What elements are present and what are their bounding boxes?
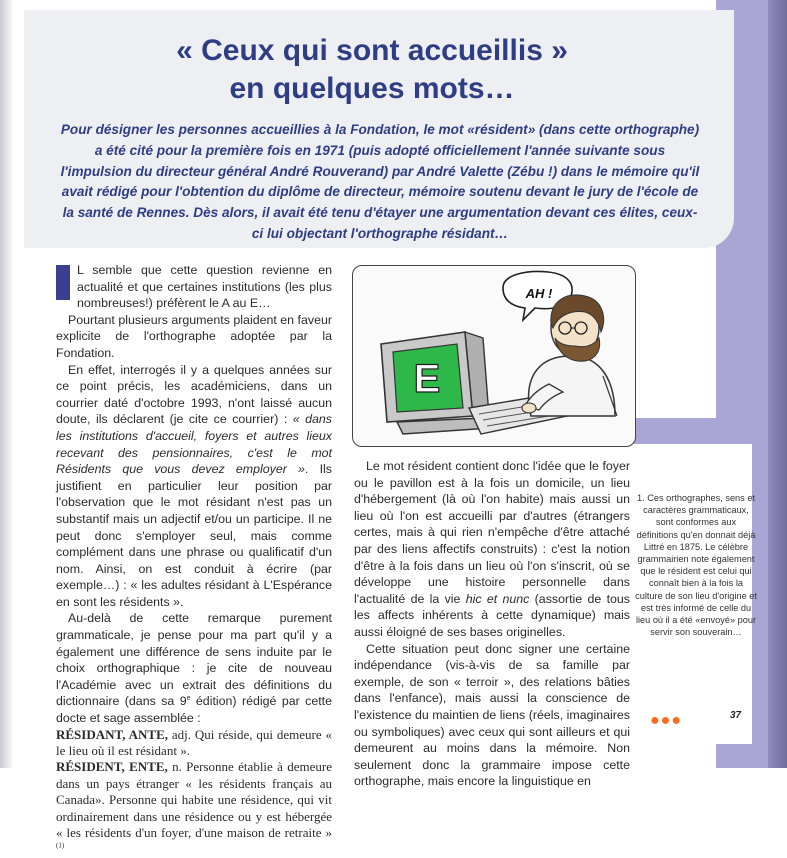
bubble-text: AH !	[525, 286, 553, 301]
paragraph-4	[56, 610, 332, 726]
article-title	[24, 32, 720, 108]
bearded-man	[522, 295, 617, 416]
paragraph-2: Pourtant plusieurs arguments plaident en faveur explicite de l'orthographe adoptée par la Fondation.	[56, 312, 332, 360]
paragraph-3-start: En effet, interrogés il y a quelques années sur ce point précis, les académiciens, dans un courrier daté d'octobre 1993, n'ont laissé aucun doute, ils déclarent (je cite ce courrier) :	[56, 362, 332, 427]
page-edge-shadow	[0, 0, 14, 768]
right-column	[354, 458, 630, 790]
paragraph-3-end: . Ils justifient en particulier leur position par l'observation que le mot résidant n'est pas un substantif mais un adjectif et/ou un participe. Il ne peut donc s'employer seul, mais comme complément dans une phrase ou qualificatif d'un nom. Ainsi, on est conduit à écrire (par exemple…) : « les adultes résidant à L'Espérance en sont les résidents ».	[56, 462, 333, 609]
page-number: 37	[730, 710, 742, 721]
cartoon-drawing	[353, 266, 635, 446]
right-paragraph-2: Cette situation peut donc signer une certaine indépendance (vis-à-vis de sa famille par exemple, de son « terroir », des relations bâties dans l'enfance), mais aussi la conscience de l'existence du maintien de liens (réels, imaginaires ou symboliques) avec ceux qui sont ailleurs et qui demeurent au moins dans la mémoire. Non seulement donc la grammaire impose cette orthographe, mais encore la linguistique en	[354, 641, 630, 789]
footnote-marker: (1)	[56, 842, 65, 851]
definition-resident-head: RÉSIDENT, ENTE,	[56, 759, 168, 775]
latin-phrase: hic et nunc	[465, 591, 530, 606]
title-line-1: « Ceux qui sont accueillis »	[176, 34, 568, 67]
paragraph-1-text: L semble que cette question revienne en actualité et que certaines institutions (les plus nombreuses!) préfèrent le A au E…	[77, 263, 332, 311]
paragraph-3	[56, 362, 332, 611]
definition-resident	[56, 759, 332, 857]
drop-cap-bar	[56, 265, 70, 300]
paragraph-4-end: édition) rédigé par cette docte et sage assemblée :	[56, 694, 333, 726]
definition-residant	[56, 727, 332, 760]
cartoon-illustration	[352, 265, 636, 447]
definition-residant-body: adj. Qui réside, qui demeure « le lieu où il est résidant ».	[56, 726, 332, 759]
title-line-2: en quelques mots…	[229, 72, 515, 105]
definition-resident-body: n. Personne établie à demeure dans un pays étranger « les résidents français au Canada». Personne qui habite une résidence, qui vit ordinairement dans une résidence ou y est hébergée « les résidents d'un foyer, d'une maison de retraite »	[56, 759, 333, 841]
spine-shadow	[768, 0, 787, 768]
right-paragraph-1-start: Le mot résident contient donc l'idée que le foyer ou le pavillon est à la fois un domicile, un lieu d'hébergement (là où l'on habite) mais aussi un lieu où l'on est accueilli par d'autres (étrangers certes, mais à qui rien n'empêche d'être attaché par des liens affectifs construits) : c'est la notion d'être à la fois dans un lieu où l'on s'inscrit, où se développe une histoire personnelle dans l'actualité de la vie	[354, 459, 630, 606]
paragraph-4-text: Au-delà de cette remarque purement grammaticale, je pense pour ma part qu'il y a également une différence de sens induite par le choix orthographique : je cite de nouveau l'Académie avec un extrait des définitions du dictionnaire (dans sa 9	[56, 611, 332, 709]
footnote-text: 1. Ces orthographes, sens et caractères grammaticaux, sont conformes aux définitions qu'en donnait déjà Littré en 1875. Le célèbre grammairien note également que le résident est celui qui connaît bien à la fois la culture de son lieu d'origine et est très informé de celle du lieu où il a été «envoyé» pour servir son souverain…	[635, 493, 757, 638]
paragraph-1	[56, 262, 332, 312]
left-column	[56, 262, 332, 858]
edition-superscript: e	[186, 695, 191, 703]
right-paragraph-1	[354, 458, 630, 641]
screen-letter: E	[413, 357, 441, 401]
ornament-dots: ●●●	[650, 712, 682, 729]
definition-residant-head: RÉSIDANT, ANTE,	[56, 726, 168, 742]
right-paragraph-1-end: (assortie de tous les affects inhérents à cette dynamique) mais aussi éloigné de ses bases originelles.	[354, 591, 630, 639]
intro-paragraph: Pour désigner les personnes accueillies à la Fondation, le mot «résident» (dans cette orthographe) a été cité pour la première fois en 1971 (puis adopté officiellement l'année suivante sous l'impulsion du directeur général André Rouverand) par André Valette (Zébu !) dans le mémoire qu'il avait rédigé pour l'obtention du diplôme de directeur, mémoire soutenu devant le jury de l'école de la santé de Rennes. Dès alors, il avait été tenu d'étayer une argumentation devant ces élites, ceux-ci lui objectant l'orthographe résidant…	[60, 122, 700, 241]
academy-quote: « dans les institutions d'accueil, foyers et autres lieux recevant des pensionnaires, c'est le mot Résidents que vous devez employer »	[56, 412, 332, 477]
